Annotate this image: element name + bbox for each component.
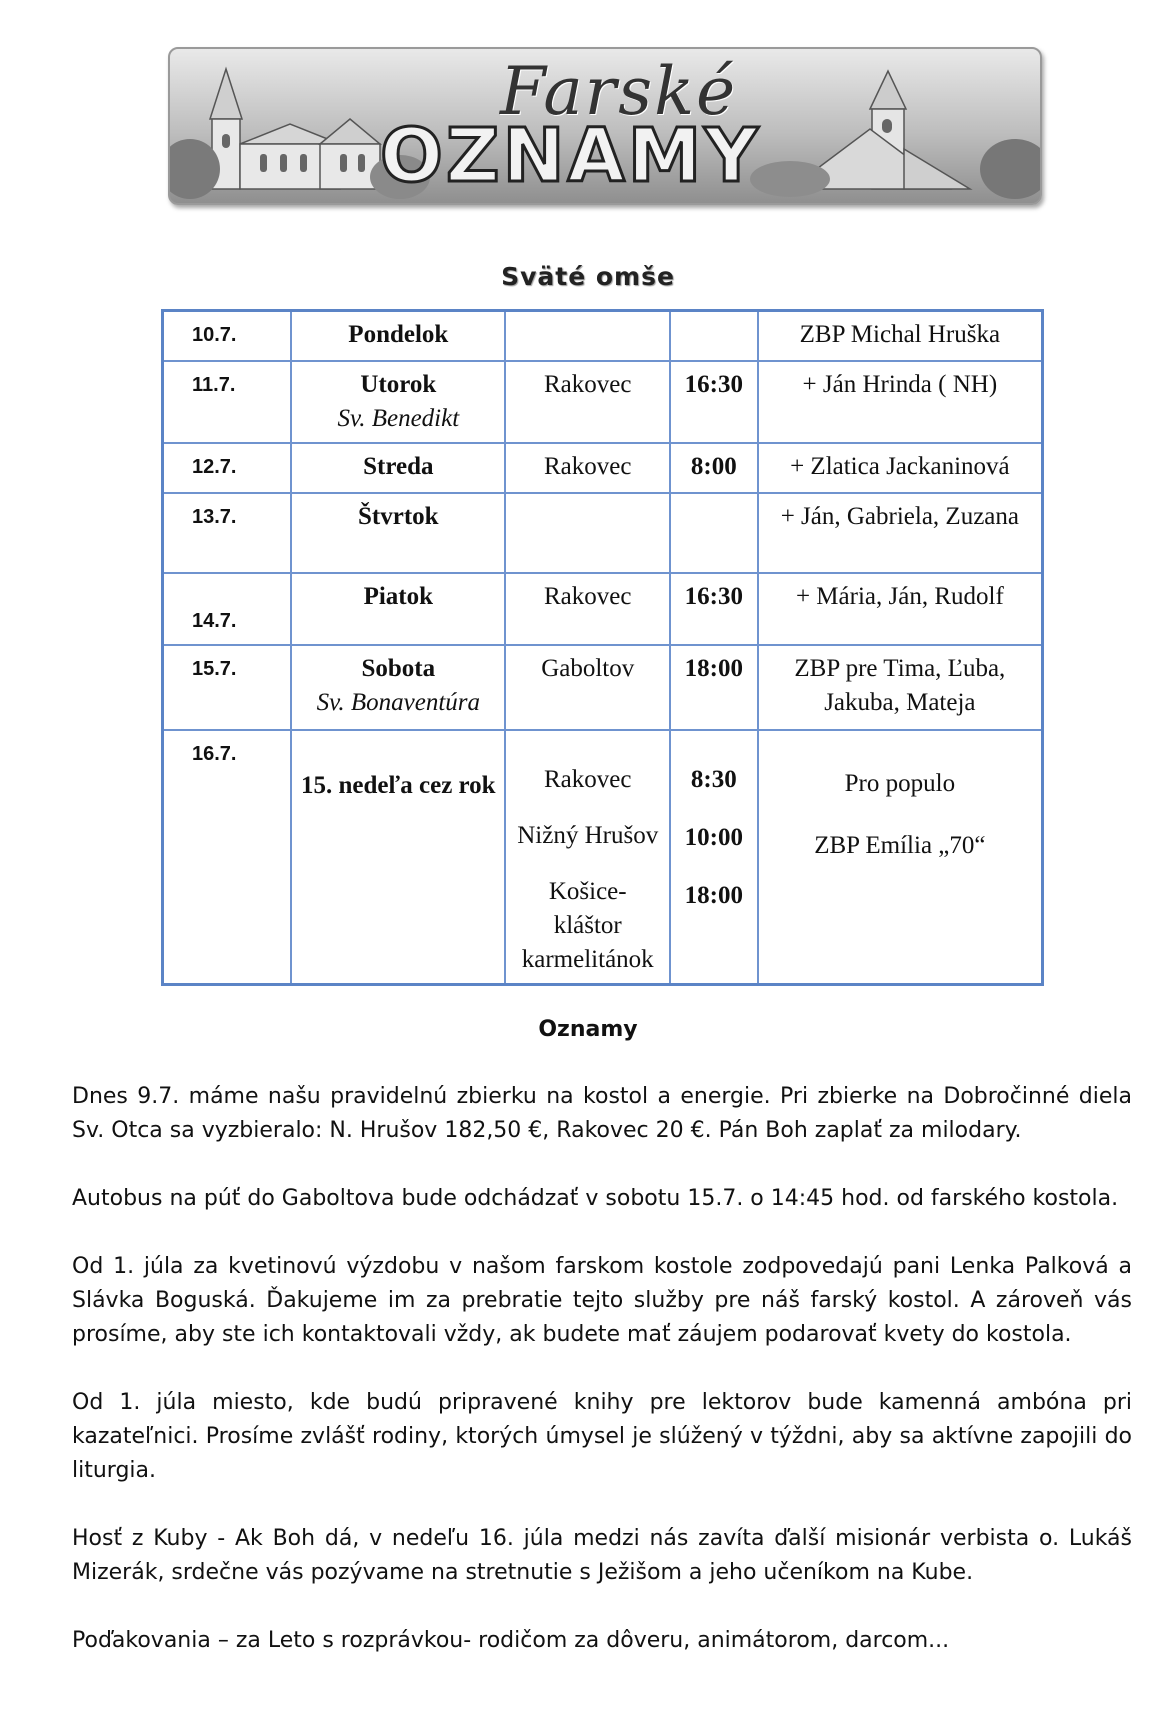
- announcement-paragraph: Hosť z Kuby - Ak Boh dá, v nedeľu 16. júla medzi nás zavíta ďalší misionár verbista o. Lukáš Mizerák, srdečne vás pozývame na stretnutie s Ježišom a jeho učeníkom na Kube.: [72, 1526, 1132, 1585]
- mass-time-cell: [670, 573, 758, 645]
- masses-heading: Sväté omše: [501, 262, 675, 291]
- header-banner: [168, 47, 1042, 205]
- mass-place: Nižný Hrušov: [517, 821, 659, 849]
- mass-row: [163, 361, 1043, 443]
- mass-day-cell: [291, 493, 505, 573]
- announcement-paragraph: Autobus na púť do Gaboltova bude odchádzať v sobotu 15.7. o 14:45 hod. od farského kostola.: [72, 1186, 1119, 1211]
- mass-time: 8:00: [690, 452, 737, 480]
- mass-place: Košice- kláštor karmelitánok: [521, 877, 654, 973]
- mass-time: 18:00: [684, 881, 743, 909]
- mass-time-cell: [670, 361, 758, 443]
- mass-place: Gaboltov: [541, 654, 635, 682]
- mass-day-cell: [291, 573, 505, 645]
- mass-time: 16:30: [684, 582, 743, 610]
- mass-date-cell: [163, 573, 292, 645]
- mass-day: Pondelok: [348, 321, 449, 348]
- mass-place-cell: [505, 443, 670, 493]
- mass-place: Rakovec: [543, 765, 632, 793]
- banner-main-title: OZNAMY: [380, 113, 761, 199]
- mass-row: [163, 443, 1043, 493]
- announcement-paragraph: Dnes 9.7. máme našu pravidelnú zbierku na kostol a energie. Pri zbierke na Dobročinné diela Sv. Otca sa vyzbieralo: N. Hrušov 182,50 €, Rakovec 20 €. Pán Boh zaplať za milodary.: [72, 1084, 1132, 1143]
- mass-intention: ZBP Emília „70“: [814, 831, 986, 859]
- mass-day: Štvrtok: [358, 502, 439, 530]
- mass-time-cell: [670, 645, 758, 730]
- mass-time-cell: [670, 493, 758, 573]
- mass-date-cell: [163, 443, 292, 493]
- mass-saint: Sv. Benedikt: [337, 404, 460, 432]
- mass-day: Streda: [363, 452, 434, 480]
- mass-row: [163, 645, 1043, 730]
- announcements-body: [72, 1080, 1132, 1692]
- mass-intention-cell: [758, 730, 1043, 985]
- mass-intention-cell: [758, 573, 1043, 645]
- mass-place-cell: [505, 573, 670, 645]
- mass-row: [163, 573, 1043, 645]
- mass-date-cell: [163, 493, 292, 573]
- mass-intention: + Ján Hrinda ( NH): [802, 370, 998, 398]
- mass-intention-cell: [758, 311, 1043, 361]
- mass-date-cell: [163, 361, 292, 443]
- mass-date: 13.7.: [192, 505, 237, 528]
- mass-row: [163, 311, 1043, 361]
- mass-time-cell: [670, 730, 758, 985]
- mass-date: 14.7.: [192, 609, 237, 632]
- mass-time: 10:00: [684, 823, 743, 851]
- mass-time-cell: [670, 443, 758, 493]
- mass-intention: + Zlatica Jackaninová: [790, 452, 1010, 480]
- mass-day: 15. nedeľa cez rok: [301, 771, 496, 799]
- mass-schedule-table: [161, 309, 1044, 986]
- announcement-paragraph: Od 1. júla za kvetinovú výzdobu v našom farskom kostole zodpovedajú pani Lenka Palková a Slávka Boguská. Ďakujeme im za prebratie tejto služby pre náš farský kostol. A zároveň vás prosíme, aby ste ich kontaktovali vždy, ak budete mať záujem podarovať kvety do kostola.: [72, 1254, 1132, 1347]
- mass-place-cell: [505, 493, 670, 573]
- mass-day-cell: [291, 311, 505, 361]
- mass-place-cell: [505, 730, 670, 985]
- mass-row: [163, 493, 1043, 573]
- mass-intention: + Mária, Ján, Rudolf: [795, 582, 1004, 610]
- mass-intention: + Ján, Gabriela, Zuzana: [780, 502, 1019, 530]
- mass-day-cell: [291, 361, 505, 443]
- mass-intention-cell: [758, 645, 1043, 730]
- banner-script-title: Farské: [500, 53, 738, 130]
- mass-saint: Sv. Bonaventúra: [316, 688, 481, 716]
- mass-day-cell: [291, 645, 505, 730]
- mass-intention-cell: [758, 443, 1043, 493]
- mass-date: 10.7.: [192, 324, 237, 346]
- mass-day: Piatok: [363, 582, 434, 610]
- mass-intention-cell: [758, 361, 1043, 443]
- mass-place-cell: [505, 361, 670, 443]
- mass-day-cell: [291, 443, 505, 493]
- mass-date-cell: [163, 311, 292, 361]
- mass-date-cell: [163, 645, 292, 730]
- mass-day: Sobota: [361, 654, 436, 682]
- mass-day: Utorok: [360, 370, 437, 398]
- mass-place: Rakovec: [543, 582, 632, 610]
- mass-time: 18:00: [684, 654, 743, 682]
- mass-date-cell: [163, 730, 292, 985]
- mass-time: 8:30: [690, 765, 737, 793]
- mass-time-cell: [670, 311, 758, 361]
- mass-place-cell: [505, 311, 670, 361]
- mass-intention: ZBP Michal Hruška: [799, 321, 1001, 348]
- mass-time: 16:30: [684, 370, 743, 398]
- mass-date: 11.7.: [192, 373, 236, 396]
- mass-place: Rakovec: [543, 370, 632, 398]
- mass-intention: ZBP pre Tima, Ľuba, Jakuba, Mateja: [794, 654, 1006, 716]
- mass-day-cell: [291, 730, 505, 985]
- mass-intention-cell: [758, 493, 1043, 573]
- announcement-paragraph: Od 1. júla miesto, kde budú pripravené knihy pre lektorov bude kamenná ambóna pri kazateľnici. Prosíme zvlášť rodiny, ktorých úmysel je slúžený v týždni, aby sa aktívne zapojili do liturgia.: [72, 1390, 1132, 1483]
- mass-row: [163, 730, 1043, 985]
- mass-place-cell: [505, 645, 670, 730]
- announcement-paragraph: Poďakovania – za Leto s rozprávkou- rodičom za dôveru, animátorom, darcom...: [72, 1628, 950, 1653]
- mass-date: 16.7.: [192, 742, 237, 765]
- mass-intention: Pro populo: [844, 769, 956, 797]
- mass-date: 15.7.: [192, 657, 237, 680]
- mass-place: Rakovec: [543, 452, 632, 480]
- mass-date: 12.7.: [192, 455, 237, 478]
- announcements-heading: Oznamy: [538, 1017, 638, 1042]
